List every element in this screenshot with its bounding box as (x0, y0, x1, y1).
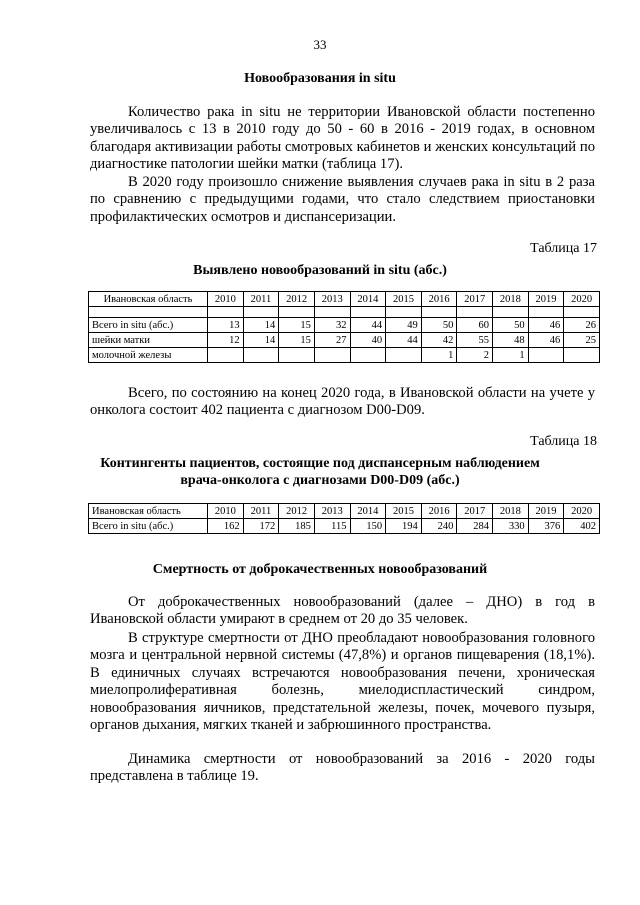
table-cell (279, 348, 315, 363)
header-cell: 2010 (208, 504, 244, 519)
table-cell (386, 348, 422, 363)
header-cell: 2018 (493, 292, 529, 307)
table-cell: 42 (421, 333, 457, 348)
table-cell: 26 (564, 318, 600, 333)
table-row-cervix (89, 333, 600, 348)
table-cell: 44 (350, 318, 386, 333)
row-label: шейки матки (89, 333, 208, 348)
table-18 (88, 503, 600, 534)
table-cell: 194 (386, 519, 422, 534)
table-cell: 50 (493, 318, 529, 333)
table-cell: 46 (528, 333, 564, 348)
paragraph-in-situ-trend: Количество рака in situ не территории Ивановской области постепенно увеличивалось с 13 в 2010 году до 50 - 60 в 2016 - 2019 годах, в основном благодаря активизации работы смотровых кабинетов и женских консультаций по диагностике патологии шейки матки (таблица 17). (90, 104, 595, 173)
table-header-row (89, 292, 600, 307)
table-cell: 284 (457, 519, 493, 534)
header-cell: 2011 (243, 292, 279, 307)
table-cell: 1 (421, 348, 457, 363)
table-cell: 25 (564, 333, 600, 348)
header-cell: 2010 (208, 292, 244, 307)
section-title-benign-mortality: Смертность от доброкачественных новообразований (152, 562, 488, 577)
table-cell: 115 (314, 519, 350, 534)
table-cell: 185 (279, 519, 315, 534)
header-cell: 2020 (564, 292, 600, 307)
table-cell: 15 (279, 318, 315, 333)
header-cell: 2016 (421, 504, 457, 519)
table-cell: 32 (314, 318, 350, 333)
table-cell: 14 (243, 333, 279, 348)
table-cell: 172 (243, 519, 279, 534)
header-cell: 2011 (243, 504, 279, 519)
header-cell: 2012 (279, 292, 315, 307)
header-cell: 2015 (386, 292, 422, 307)
header-cell: 2014 (350, 504, 386, 519)
table-cell: 1 (493, 348, 529, 363)
row-label: молочной железы (89, 348, 208, 363)
table-row-total (89, 519, 600, 534)
table-cell: 50 (421, 318, 457, 333)
paragraph-dynamics-reference: Динамика смертности от новообразований за 2016 - 2020 годы представлена в таблице 19. (90, 751, 595, 785)
table-cell: 27 (314, 333, 350, 348)
table-cell: 15 (279, 333, 315, 348)
table-cell: 46 (528, 318, 564, 333)
table-cell (528, 348, 564, 363)
table-cell: 44 (386, 333, 422, 348)
table-cell: 376 (528, 519, 564, 534)
header-cell: 2015 (386, 504, 422, 519)
table-cell: 55 (457, 333, 493, 348)
paragraph-registered-patients: Всего, по состоянию на конец 2020 года, в Ивановской области на учете у онколога состоит 402 пациента с диагнозом D00-D09. (90, 385, 595, 419)
row-label: Всего in situ (абс.) (89, 519, 208, 534)
table-cell: 240 (421, 519, 457, 534)
header-cell: 2017 (457, 504, 493, 519)
header-cell: Ивановская область (89, 504, 208, 519)
table-spacer-row (89, 307, 600, 318)
header-cell: 2013 (314, 504, 350, 519)
table-18-title-line2: врача-онколога с диагнозами D00-D09 (абс.) (180, 473, 460, 488)
table-cell: 330 (493, 519, 529, 534)
header-cell: 2012 (279, 504, 315, 519)
table-cell: 12 (208, 333, 244, 348)
table-cell: 49 (386, 318, 422, 333)
table-cell: 13 (208, 318, 244, 333)
table-cell: 2 (457, 348, 493, 363)
table-row-total (89, 318, 600, 333)
table-cell (314, 348, 350, 363)
section-title-in-situ: Новообразования in situ (244, 71, 396, 86)
table-17 (88, 291, 600, 363)
header-cell: 2018 (493, 504, 529, 519)
table-cell: 40 (350, 333, 386, 348)
header-cell: 2017 (457, 292, 493, 307)
table-cell: 60 (457, 318, 493, 333)
table-18-title-line1: Контингенты пациентов, состоящие под диспансерным наблюдением (100, 456, 540, 471)
table-cell: 162 (208, 519, 244, 534)
table-row-breast (89, 348, 600, 363)
header-cell: 2019 (528, 504, 564, 519)
paragraph-benign-deaths: От доброкачественных новообразований (далее – ДНО) в год в Ивановской области умирают в среднем от 20 до 35 человек. (90, 594, 595, 628)
header-cell: 2016 (421, 292, 457, 307)
table-17-title: Выявлено новообразований in situ (абс.) (193, 263, 447, 278)
page-number: 33 (313, 37, 327, 52)
row-label: Всего in situ (абс.) (89, 318, 208, 333)
table-cell: 48 (493, 333, 529, 348)
table-17-label: Таблица 17 (530, 241, 597, 256)
table-cell: 402 (564, 519, 600, 534)
header-cell: 2019 (528, 292, 564, 307)
table-cell (564, 348, 600, 363)
paragraph-2020-decline: В 2020 году произошло снижение выявления случаев рака in situ в 2 раза по сравнению с предыдущими годами, что стало следствием приостановки профилактических осмотров и диспансеризации. (90, 174, 595, 225)
header-cell: 2014 (350, 292, 386, 307)
paragraph-mortality-structure: В структуре смертности от ДНО преобладают новообразования головного мозга и центральной нервной системы (47,8%) и органов пищеварения (18,1%). В единичных случаях встречаются новообразования печени, хроническая миелопролиферативная болезнь, миелодиспластический синдром, новообразования яичников, предстательной железы, почек, мочевого пузыря, органов дыхания, мягких тканей и забрюшинного пространства. (90, 630, 595, 734)
table-cell: 14 (243, 318, 279, 333)
table-cell (208, 348, 244, 363)
header-cell: Ивановская область (89, 292, 208, 307)
table-cell (350, 348, 386, 363)
header-cell: 2020 (564, 504, 600, 519)
header-cell: 2013 (314, 292, 350, 307)
table-cell: 150 (350, 519, 386, 534)
table-cell (243, 348, 279, 363)
table-18-label: Таблица 18 (530, 434, 597, 449)
table-header-row (89, 504, 600, 519)
